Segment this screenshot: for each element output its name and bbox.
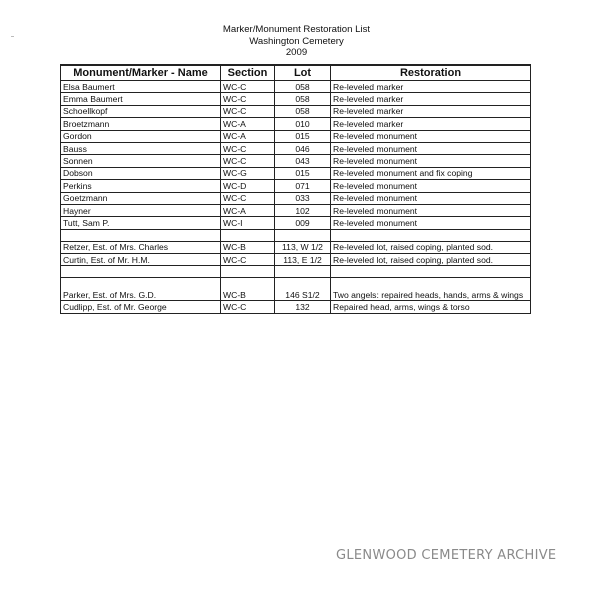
cell-lot: 015 bbox=[275, 130, 331, 142]
cemetery-name: Washington Cemetery bbox=[249, 35, 344, 47]
cell-name: Gordon bbox=[61, 130, 221, 142]
cell-lot: 102 bbox=[275, 204, 331, 216]
cell-restoration: Re-leveled monument bbox=[331, 180, 531, 192]
cell-lot: 113, E 1/2 bbox=[275, 254, 331, 266]
cell-section: WC-C bbox=[221, 93, 275, 105]
cell-name: Dobson bbox=[61, 167, 221, 179]
cell-section: WC-B bbox=[221, 241, 275, 253]
table-header-row bbox=[61, 65, 531, 81]
cell-restoration: Re-leveled monument and fix coping bbox=[331, 167, 531, 179]
cell-restoration: Re-leveled monument bbox=[331, 217, 531, 229]
cell-name: Perkins bbox=[61, 180, 221, 192]
column-header-name: Monument/Marker - Name bbox=[61, 65, 221, 81]
cell-lot: 009 bbox=[275, 217, 331, 229]
cell-name: Broetzmann bbox=[61, 118, 221, 130]
table-row-empty bbox=[61, 266, 531, 278]
cell-lot: 046 bbox=[275, 142, 331, 154]
cell-lot: 071 bbox=[275, 180, 331, 192]
table-row bbox=[61, 217, 531, 229]
cell-lot bbox=[275, 266, 331, 278]
cell-lot: 058 bbox=[275, 105, 331, 117]
table-row-empty bbox=[61, 229, 531, 241]
table-row bbox=[61, 180, 531, 192]
table-row bbox=[61, 155, 531, 167]
cell-name: Emma Baumert bbox=[61, 93, 221, 105]
table-row bbox=[61, 204, 531, 216]
cell-section: WC-C bbox=[221, 81, 275, 93]
cell-restoration: Re-leveled marker bbox=[331, 118, 531, 130]
cell-restoration: Re-leveled monument bbox=[331, 192, 531, 204]
table-row bbox=[61, 130, 531, 142]
cell-name bbox=[61, 229, 221, 241]
cell-restoration: Repaired head, arms, wings & torso bbox=[331, 301, 531, 313]
document-year: 2009 bbox=[285, 47, 308, 58]
cell-name: Hayner bbox=[61, 204, 221, 216]
cell-restoration: Two angels: repaired heads, hands, arms & wings bbox=[331, 278, 531, 301]
cell-section: WC-C bbox=[221, 155, 275, 167]
cell-lot: 010 bbox=[275, 118, 331, 130]
cell-name: Parker, Est. of Mrs. G.D. bbox=[61, 278, 221, 301]
cell-restoration: Re-leveled monument bbox=[331, 142, 531, 154]
table-row bbox=[61, 142, 531, 154]
cell-restoration bbox=[331, 229, 531, 241]
cell-lot: 113, W 1/2 bbox=[275, 241, 331, 253]
table-row bbox=[61, 93, 531, 105]
cell-lot: 058 bbox=[275, 81, 331, 93]
cell-name: Goetzmann bbox=[61, 192, 221, 204]
cell-restoration: Re-leveled marker bbox=[331, 93, 531, 105]
cell-section: WC-B bbox=[221, 278, 275, 301]
table-row bbox=[61, 118, 531, 130]
cell-name: Retzer, Est. of Mrs. Charles bbox=[61, 241, 221, 253]
cell-section bbox=[221, 266, 275, 278]
cell-lot: 132 bbox=[275, 301, 331, 313]
cell-restoration: Re-leveled monument bbox=[331, 155, 531, 167]
cell-restoration: Re-leveled monument bbox=[331, 204, 531, 216]
cell-lot bbox=[275, 229, 331, 241]
cell-name: Sonnen bbox=[61, 155, 221, 167]
cell-section: WC-A bbox=[221, 118, 275, 130]
table-row bbox=[61, 301, 531, 313]
restoration-table bbox=[60, 64, 531, 314]
cell-lot: 033 bbox=[275, 192, 331, 204]
table-row bbox=[61, 105, 531, 117]
table-row bbox=[61, 254, 531, 266]
cell-restoration: Re-leveled marker bbox=[331, 105, 531, 117]
cell-restoration: Re-leveled marker bbox=[331, 81, 531, 93]
archive-watermark: GLENWOOD CEMETERY ARCHIVE bbox=[336, 548, 557, 563]
cell-section: WC-C bbox=[221, 105, 275, 117]
column-header-section: Section bbox=[221, 65, 275, 81]
cell-name bbox=[61, 266, 221, 278]
cell-restoration bbox=[331, 266, 531, 278]
cell-name: Tutt, Sam P. bbox=[61, 217, 221, 229]
table-row bbox=[61, 192, 531, 204]
cell-restoration: Re-leveled monument bbox=[331, 130, 531, 142]
table-row bbox=[61, 167, 531, 179]
cell-section: WC-D bbox=[221, 180, 275, 192]
document-header bbox=[0, 24, 593, 59]
cell-section bbox=[221, 229, 275, 241]
table-row bbox=[61, 81, 531, 93]
cell-name: Bauss bbox=[61, 142, 221, 154]
cell-restoration: Re-leveled lot, raised coping, planted sod. bbox=[331, 241, 531, 253]
cell-restoration: Re-leveled lot, raised coping, planted sod. bbox=[331, 254, 531, 266]
column-header-restoration: Restoration bbox=[331, 65, 531, 81]
cell-name: Cudlipp, Est. of Mr. George bbox=[61, 301, 221, 313]
cell-name: Schoellkopf bbox=[61, 105, 221, 117]
cell-section: WC-C bbox=[221, 254, 275, 266]
cell-section: WC-I bbox=[221, 217, 275, 229]
cell-section: WC-A bbox=[221, 130, 275, 142]
cell-name: Elsa Baumert bbox=[61, 81, 221, 93]
cell-lot: 146 S1/2 bbox=[275, 278, 331, 301]
document-title: Marker/Monument Restoration List bbox=[222, 24, 371, 35]
cell-section: WC-C bbox=[221, 142, 275, 154]
cell-lot: 043 bbox=[275, 155, 331, 167]
table-row bbox=[61, 241, 531, 253]
cell-section: WC-C bbox=[221, 192, 275, 204]
cell-section: WC-A bbox=[221, 204, 275, 216]
table-row bbox=[61, 278, 531, 301]
cell-lot: 058 bbox=[275, 93, 331, 105]
cell-lot: 015 bbox=[275, 167, 331, 179]
cell-section: WC-C bbox=[221, 301, 275, 313]
cell-name: Curtin, Est. of Mr. H.M. bbox=[61, 254, 221, 266]
cell-section: WC-G bbox=[221, 167, 275, 179]
column-header-lot: Lot bbox=[275, 65, 331, 81]
